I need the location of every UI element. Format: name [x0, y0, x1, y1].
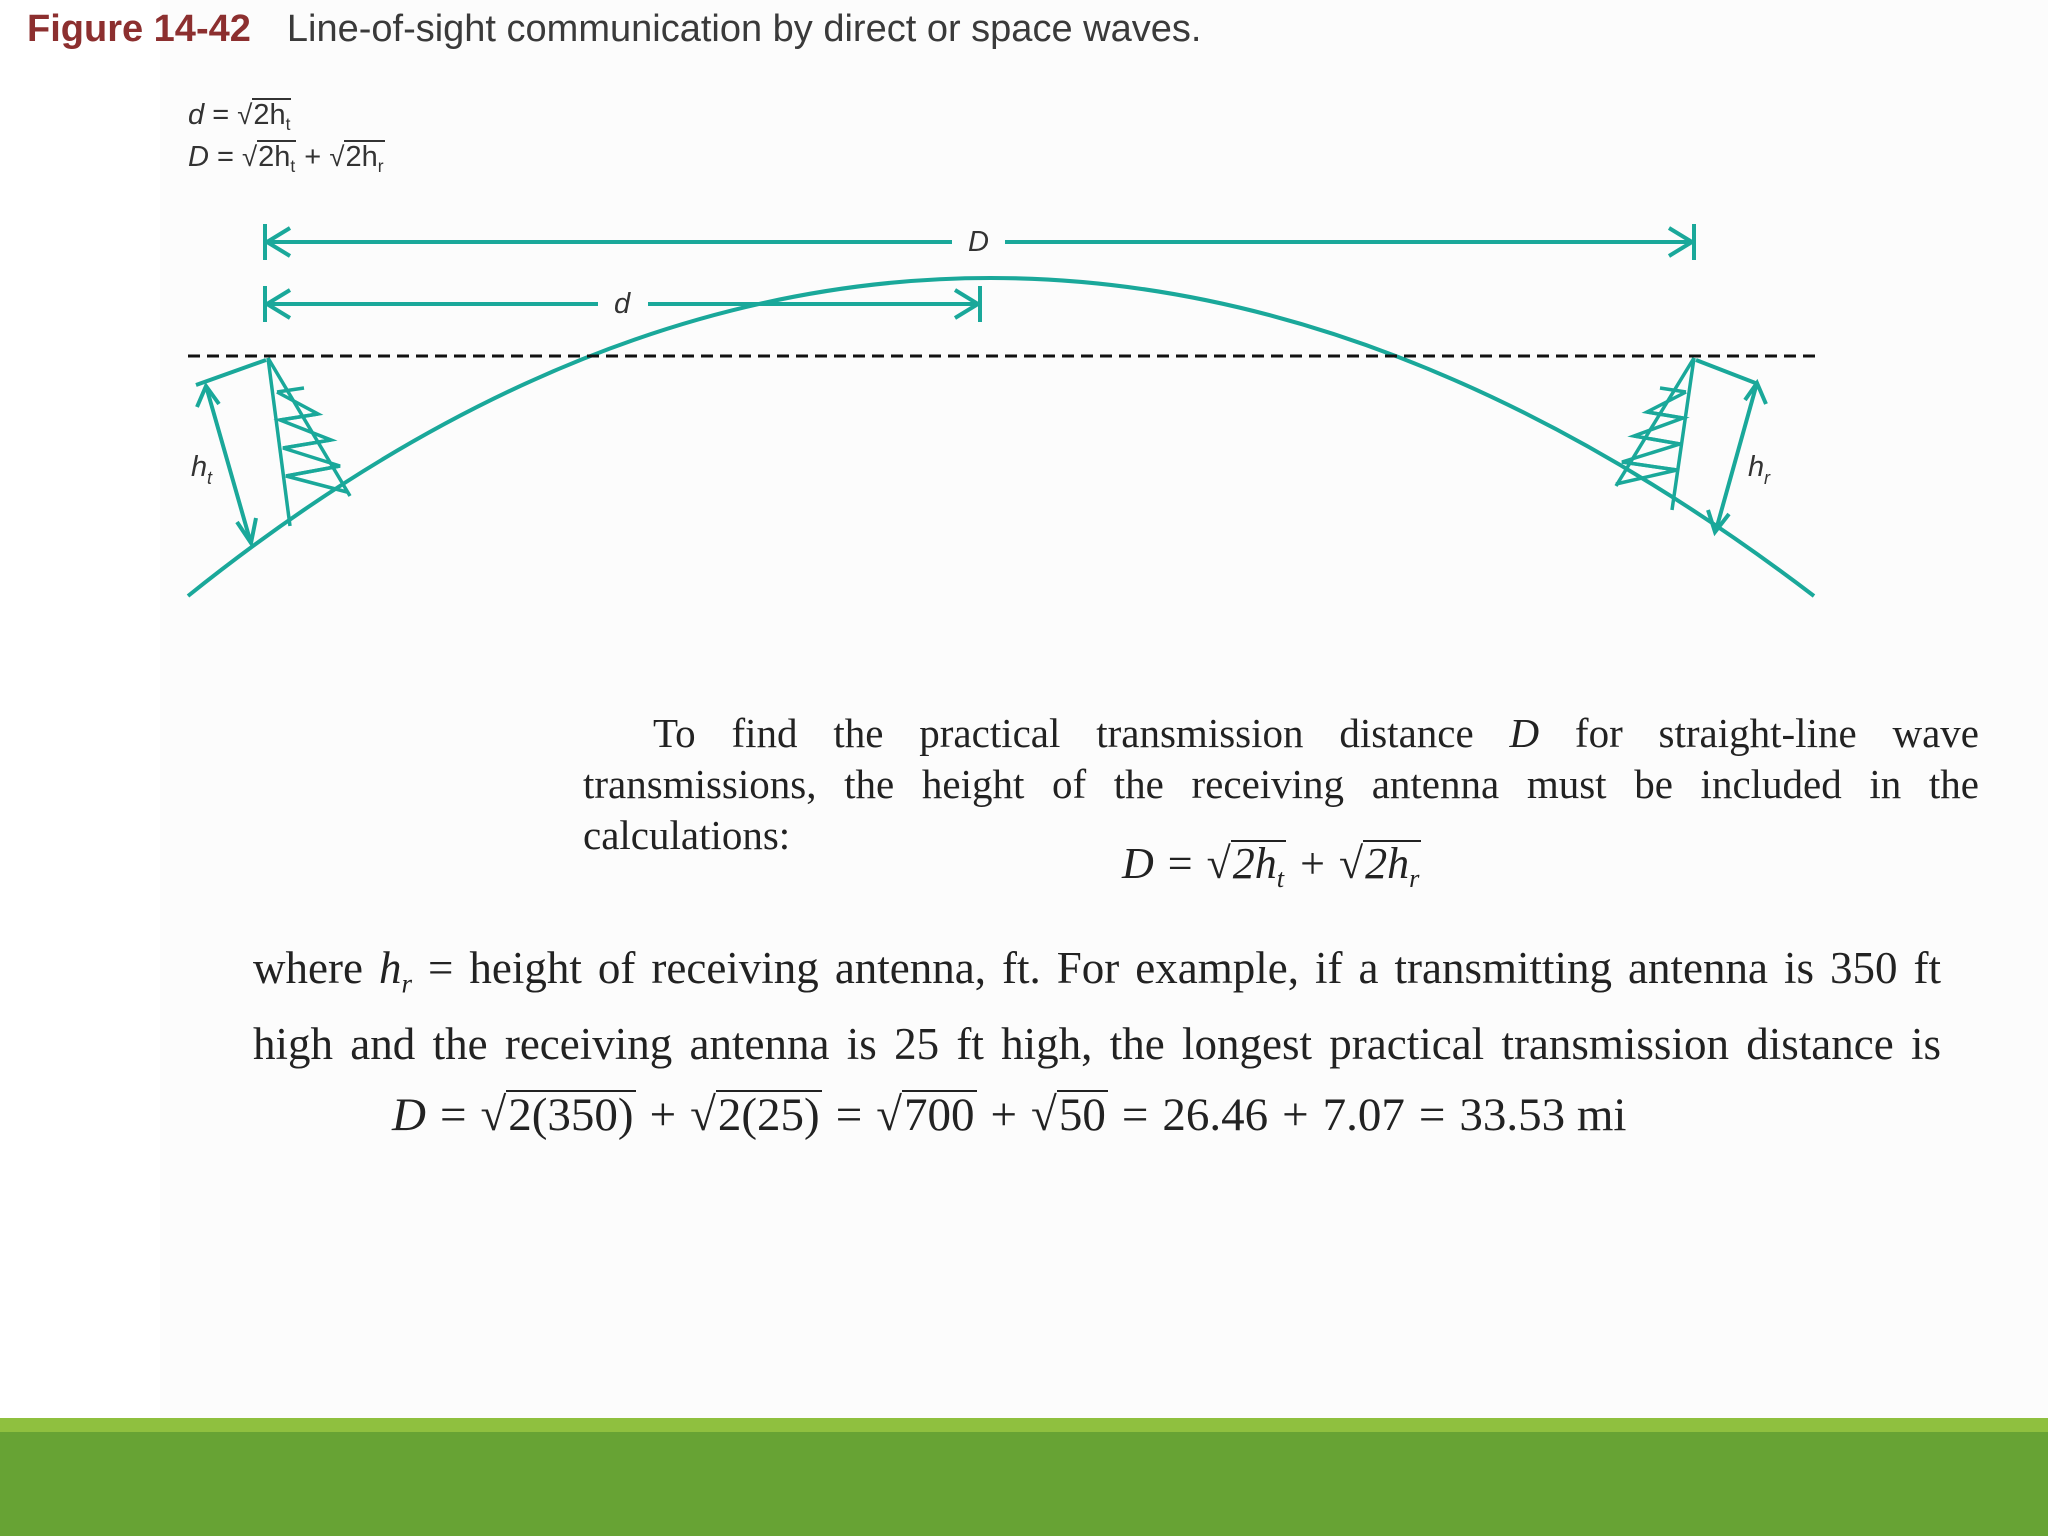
paragraph-example-sub: r	[401, 968, 412, 999]
eq2-result: 33.53 mi	[1459, 1089, 1627, 1141]
eq2-value-1: 26.46	[1162, 1089, 1269, 1141]
paragraph-example	[253, 938, 1941, 1075]
paragraph-example-pre: where	[253, 943, 379, 993]
eq1-lhs: D	[1122, 839, 1154, 888]
formula-d-sub: t	[285, 114, 291, 135]
label-ht: h	[191, 451, 208, 483]
formula-d: $d = √2h_t$	[188, 99, 291, 135]
ht-arrow-shaft	[206, 386, 250, 540]
formula-d-lhs: d	[188, 99, 205, 131]
label-d: d	[614, 288, 631, 320]
equation-example: D = √2(350) + √2(25) = √700 + √50 = 26.46 + 7.07 = 33.53 mi	[392, 1089, 1627, 1141]
equation-general: $D = √2h_t + √2h_r$	[1122, 839, 1420, 894]
paragraph-intro-post: for straight-line wave transmissions, the height of the receiving antenna must be included in the calculations:	[583, 710, 1979, 858]
formula-D: $D = √2h_t + √2h_r$	[188, 141, 384, 177]
formula-d-rad-text: 2h	[253, 99, 286, 131]
eq1-radicand-1	[1231, 840, 1286, 892]
hr-arrow-top-bar	[1696, 360, 1758, 384]
eq1-radicand-2	[1363, 840, 1421, 892]
eq2-radicand-1: 2(350)	[508, 1089, 634, 1141]
label-hr-sub: r	[1764, 468, 1770, 488]
eq1-rad2: 2h	[1365, 839, 1410, 888]
label-hr: h	[1748, 451, 1765, 483]
figure-number: Figure 14-42	[27, 8, 251, 50]
earth-curvature	[188, 278, 1814, 596]
eq2-value-2: 7.07	[1322, 1089, 1405, 1141]
paragraph-example-post: = height of receiving antenna, ft. For example, if a transmitting antenna is 350 ft high and the receiving antenna is 25 ft high, the longest practical transmission distance is	[253, 943, 1941, 1070]
footer-accent-line	[0, 1418, 2048, 1432]
formula-D-sub1: t	[290, 156, 296, 177]
formula-D-rad2-text: 2h	[345, 141, 378, 173]
ht-arrow-top-bar	[196, 360, 266, 385]
eq1-sub2: r	[1409, 863, 1420, 894]
footer-band	[0, 1432, 2048, 1536]
eq2-radicand-4: 50	[1058, 1089, 1106, 1141]
line-of-sight-diagram	[0, 0, 2048, 660]
eq2-radicand-3: 700	[904, 1089, 975, 1141]
paragraph-example-variable: h	[378, 943, 402, 993]
formula-D-sub2: r	[377, 156, 384, 177]
formula-D-lhs: D	[188, 141, 209, 173]
paragraph-intro-pre: To find the practical transmission distance	[653, 710, 1510, 756]
figure-title: Line-of-sight communication by direct or space waves.	[286, 8, 1202, 50]
label-D: D	[968, 226, 989, 258]
eq1-sub1: t	[1276, 863, 1285, 894]
eq2-radicand-2: 2(25)	[717, 1089, 820, 1141]
eq2-lhs: D	[392, 1089, 426, 1141]
paragraph-intro-variable: D	[1509, 710, 1540, 756]
eq1-rad1: 2h	[1232, 839, 1277, 888]
transmitting-tower	[268, 358, 350, 526]
formula-D-rad1-text: 2h	[258, 141, 291, 173]
label-ht-sub: t	[207, 468, 213, 488]
